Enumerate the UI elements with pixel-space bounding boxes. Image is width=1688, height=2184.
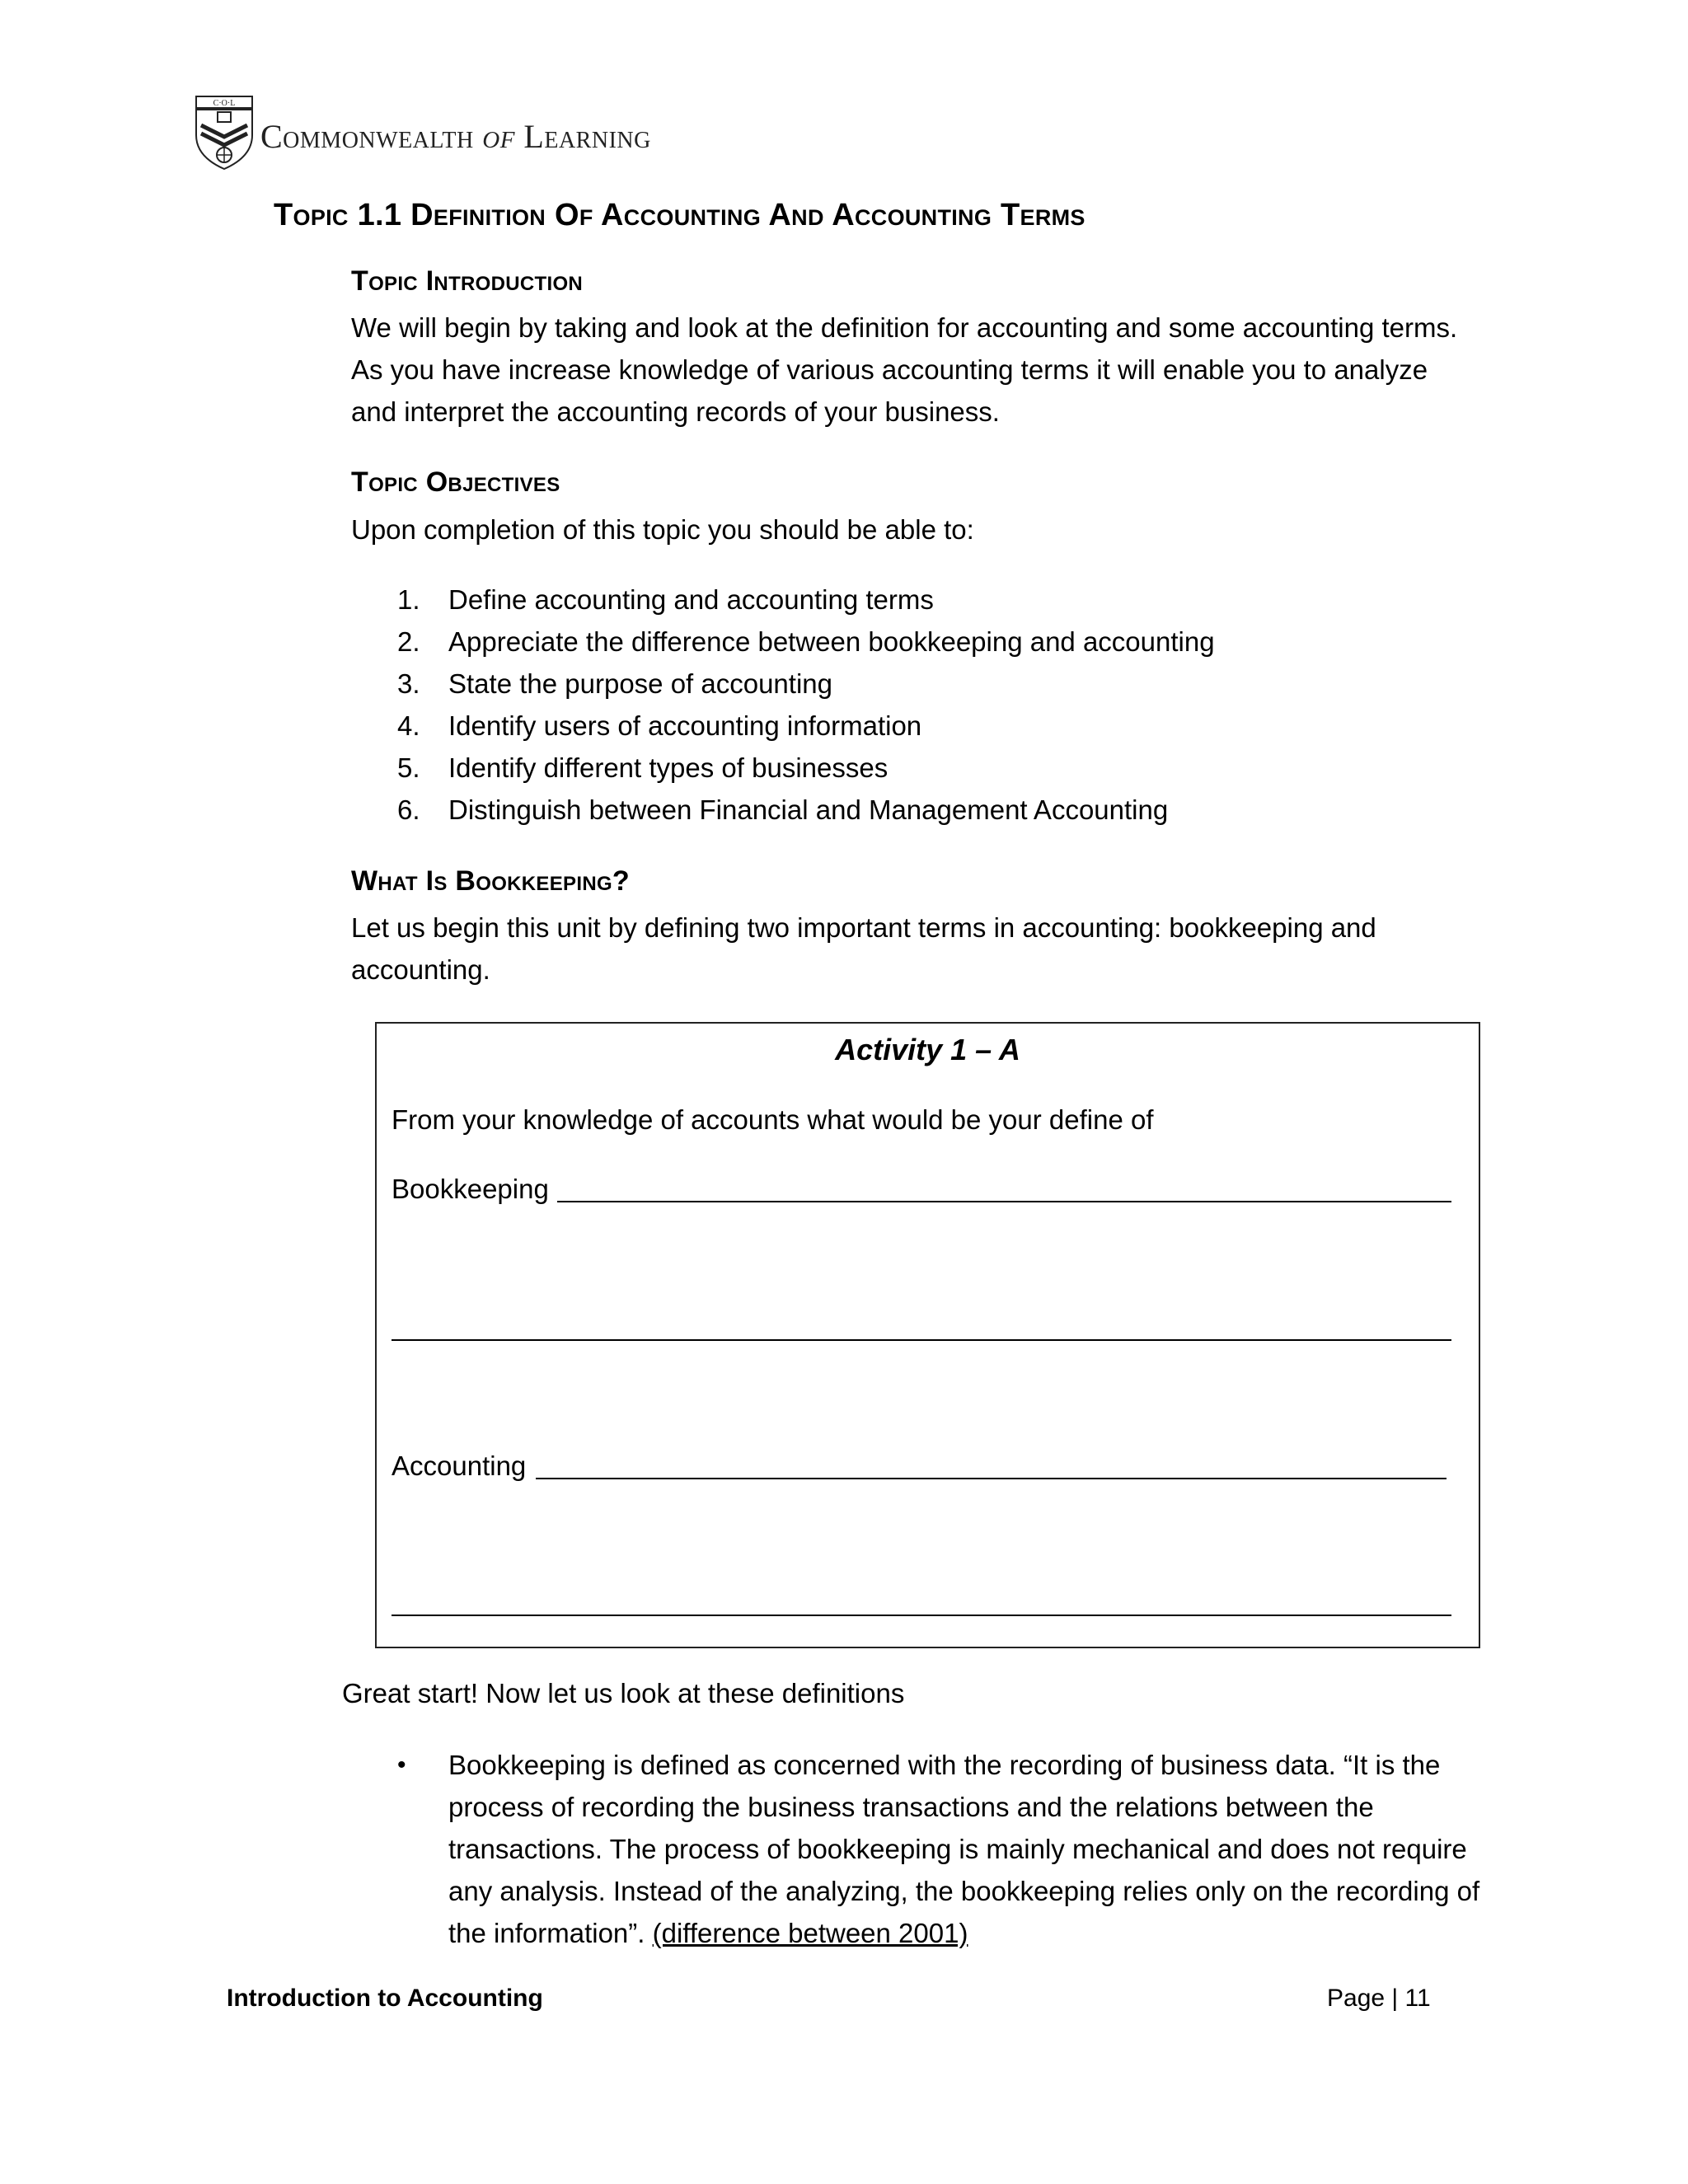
objectives-heading: Topic Objectives [351,466,560,498]
list-item [351,663,1423,705]
list-item-number: 4. [397,710,420,741]
list-item [351,579,1423,621]
definitions-list [351,1744,1489,1954]
list-item-text: Distinguish between Financial and Management Accounting [448,794,1169,825]
logo-wordmark [260,117,651,157]
activity-title: Activity 1 – A [835,1033,1020,1066]
list-item-number: 3. [397,668,420,699]
objectives-intro: Upon completion of this topic you should be able to: [351,514,974,545]
list-item [351,705,1423,747]
list-item-number: 6. [397,794,420,825]
definition-body: Bookkeeping is defined as concerned with the recording of business data. “It is the process of recording the business transactions and the relations between the transactions. The process of bookkeeping is mainly mechanical and does not require any analysis. Instead of the analyzing, the bookkeeping relies only on the recording of the information”. [448,1750,1480,1948]
activity-prompt: From your knowledge of accounts what would be your define of [392,1104,1154,1135]
bullet-icon: • [397,1751,406,1779]
bookkeeping-text: Let us begin this unit by defining two important terms in accounting: bookkeeping and accounting. [351,912,1376,985]
list-item-text: Appreciate the difference between bookkeeping and accounting [448,626,1215,657]
col-shield-icon [195,96,254,170]
list-item [351,747,1423,789]
list-item-number: 2. [397,626,420,657]
introduction-text: We will begin by taking and look at the definition for accounting and some accounting terms. As you have increase knowledge of various accounting terms it will enable you to analyze and interpret the accounting records of your business. [351,312,1458,427]
page-number: Page | 11 [1327,1985,1431,2012]
list-item-text: Define accounting and accounting terms [448,584,934,615]
logo-word-of: of [482,118,515,156]
logo-word-learning: Learning [523,118,651,155]
bookkeeping-answer-line-2[interactable] [392,1339,1451,1341]
introduction-heading: Topic Introduction [351,265,584,297]
logo-word-commonwealth: Commonwealth [260,118,474,155]
bookkeeping-answer-line-1[interactable] [557,1201,1451,1202]
list-item-text: Identify users of accounting information [448,710,922,741]
list-item-text: State the purpose of accounting [448,668,832,699]
logo-badge-text: C·O·L [213,99,236,108]
accounting-answer-line-1[interactable] [536,1478,1447,1479]
accounting-label: Accounting [392,1451,527,1481]
list-item-number: 1. [397,584,420,615]
bookkeeping-label: Bookkeeping [392,1174,549,1204]
col-logo [195,96,656,170]
accounting-answer-line-2[interactable] [392,1615,1451,1616]
list-item-number: 5. [397,752,420,783]
footer-title: Introduction to Accounting [227,1985,543,2012]
list-item [351,1744,1489,1954]
objectives-list [351,579,1423,831]
list-item-text: Identify different types of businesses [448,752,889,783]
list-item [351,621,1423,663]
topic-heading: Topic 1.1 Definition Of Accounting And Accounting Terms [274,198,1085,232]
definition-text [448,1744,1489,1954]
activity-box [375,1022,1480,1648]
list-item [351,789,1423,831]
bookkeeping-heading: What Is Bookkeeping? [351,865,630,897]
citation-link[interactable]: (difference between 2001) [652,1918,968,1948]
transition-text: Great start! Now let us look at these definitions [342,1678,905,1708]
